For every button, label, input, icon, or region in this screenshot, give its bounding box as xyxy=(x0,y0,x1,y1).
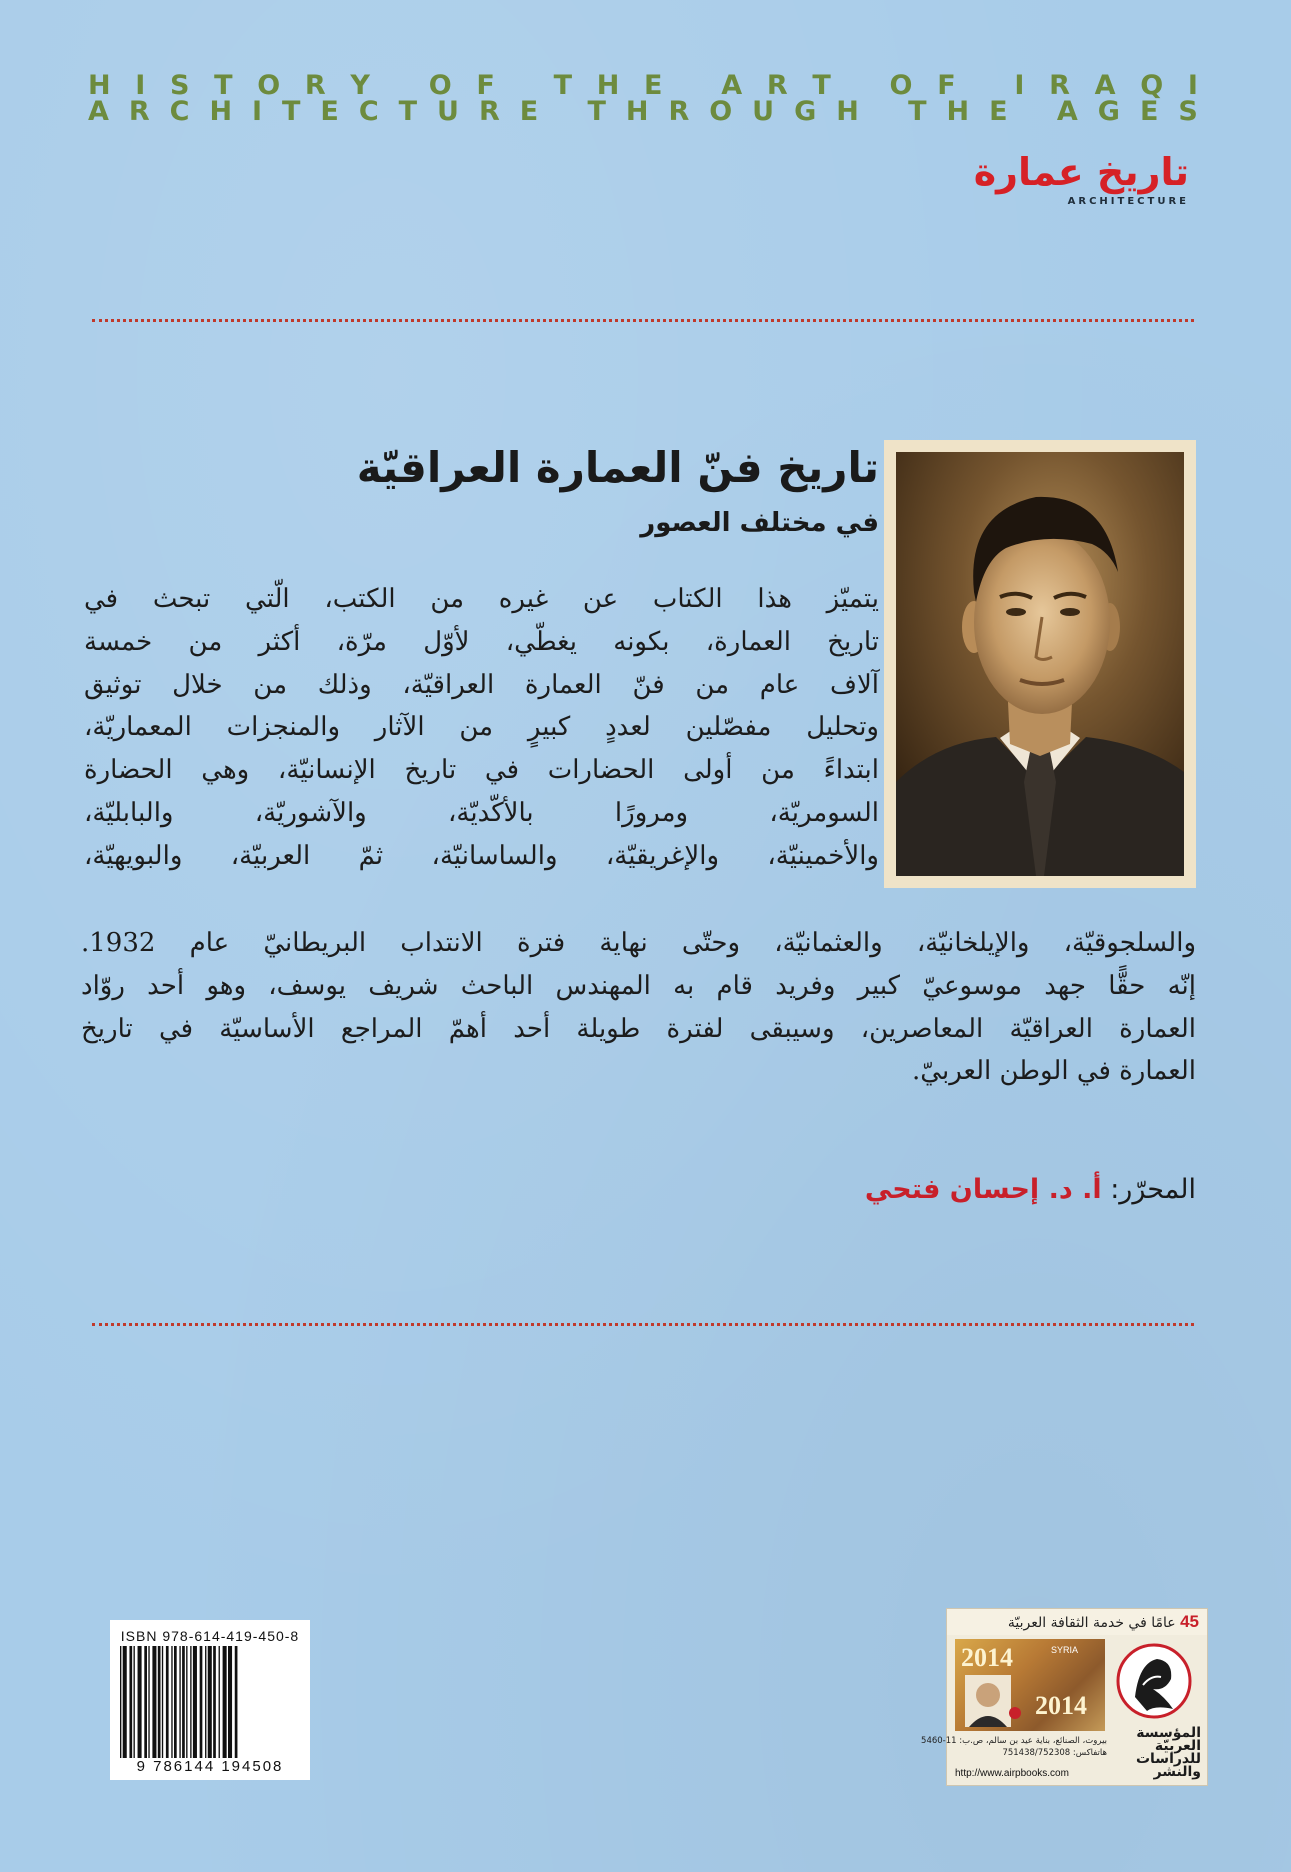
title-letter: I xyxy=(1014,70,1025,101)
barcode-bar xyxy=(235,1646,238,1758)
description-paragraph-2 xyxy=(81,922,1196,1093)
paragraph-line: والسلجوقيّة، والإيلخانيّة، والعثمانيّة، وحتّى نهاية فترة الانتداب البريطانيّ عام 1932. xyxy=(81,928,1196,958)
publisher-address xyxy=(921,1735,1107,1759)
paragraph-line: يتميّز هذا الكتاب عن غيره من الكتب، الّتي تبحث في xyxy=(84,584,879,614)
paragraph-line: العمارة في الوطن العربيّ. xyxy=(912,1056,1196,1087)
title-letter: E xyxy=(519,96,539,127)
title-letter: H xyxy=(209,96,233,127)
barcode-digits: 9 786144 194508 xyxy=(136,1758,284,1775)
title-letter: R xyxy=(668,96,690,127)
barcode-bar xyxy=(179,1646,180,1758)
stamp-year-left: 2014 xyxy=(961,1643,1013,1672)
title-letter: A xyxy=(1056,96,1078,127)
divider-bottom xyxy=(92,1323,1194,1326)
anniversary-banner xyxy=(947,1609,1207,1635)
series-logo-subtitle: ARCHITECTURE xyxy=(1067,196,1189,207)
barcode-bar xyxy=(208,1646,212,1758)
series-logo xyxy=(973,150,1189,214)
title-letter: H xyxy=(625,96,649,127)
title-letter: S xyxy=(170,70,190,101)
title-letter: E xyxy=(989,96,1008,127)
title-letter: G xyxy=(794,96,817,127)
title-letter: A xyxy=(721,70,743,101)
title-letter: T xyxy=(282,96,301,127)
title-letter: A xyxy=(88,96,109,127)
barcode-bar xyxy=(205,1646,206,1758)
title-letter: T xyxy=(908,96,927,127)
barcode-bar xyxy=(152,1646,156,1758)
description-paragraph-1 xyxy=(84,578,879,878)
title-letter: S xyxy=(1178,96,1198,127)
title-letter xyxy=(1028,96,1037,127)
author-portrait xyxy=(884,440,1196,888)
barcode-bar xyxy=(148,1646,149,1758)
paragraph-line: وتحليل مفصّلين لعددٍ كبيرٍ من الآثار والمنجزات المعماريّة، xyxy=(84,712,879,743)
book-title-arabic: تاريخ فنّ العمارة العراقيّة xyxy=(356,443,879,492)
series-logo-arabic: تاريخ عمارة xyxy=(973,150,1189,194)
title-letter: I xyxy=(135,70,146,101)
publisher-url: http://www.airpbooks.com xyxy=(955,1768,1069,1779)
publisher-name-line: العربيّة xyxy=(1154,1738,1201,1754)
publisher-imprint xyxy=(921,1608,1208,1786)
title-letter: Q xyxy=(1140,70,1164,101)
barcode-bar xyxy=(162,1646,163,1758)
title-letter: T xyxy=(812,70,831,101)
barcode-bar xyxy=(228,1646,232,1758)
title-letter: T xyxy=(553,70,573,101)
title-letter: E xyxy=(320,96,339,127)
title-letter: O xyxy=(889,70,913,101)
paragraph-line: ابتداءً من أولى الحضارات في تاريخ الإنسانيّة، وهي الحضارة xyxy=(84,755,879,786)
title-letter: H xyxy=(596,70,620,101)
divider-top xyxy=(92,319,1194,322)
editor-label: المحرّر: xyxy=(1110,1174,1196,1205)
title-letter: A xyxy=(1094,70,1116,101)
title-letter: R xyxy=(478,96,500,127)
isbn-text: ISBN 978-614-419-450-8 xyxy=(120,1628,300,1644)
title-letter: R xyxy=(128,96,150,127)
barcode-bar xyxy=(171,1646,172,1758)
title-letter: E xyxy=(644,70,663,101)
title-letter xyxy=(558,96,567,127)
publisher-name xyxy=(1107,1727,1201,1779)
barcode-bar xyxy=(123,1646,127,1758)
title-letter: H xyxy=(836,96,859,127)
paragraph-line: السومريّة، ومرورًا بالأكّديّة، والآشوريّة، والبابليّة، xyxy=(84,797,879,828)
barcode-bar xyxy=(174,1646,177,1758)
barcode-bar xyxy=(190,1646,191,1758)
publisher-name-line: والنشر xyxy=(1153,1764,1201,1780)
english-title-line-2 xyxy=(88,96,1198,127)
barcode-bar xyxy=(120,1646,121,1758)
title-letter: O xyxy=(428,70,452,101)
title-letter: R xyxy=(1049,70,1070,101)
barcode-bars xyxy=(116,1646,304,1758)
title-letter: T xyxy=(214,70,233,101)
barcode-bar xyxy=(134,1646,135,1758)
paragraph-line: تاريخ العمارة، بكونه يغطّي، لأوّل مرّة، أكثر من خمسة xyxy=(84,626,879,657)
title-letter: G xyxy=(1097,96,1120,127)
editor-credit xyxy=(865,1174,1196,1205)
title-letter xyxy=(879,96,888,127)
title-letter: R xyxy=(304,70,326,101)
barcode-bar xyxy=(158,1646,161,1758)
barcode-bar xyxy=(182,1646,185,1758)
title-letter: H xyxy=(946,96,970,127)
title-letter: O xyxy=(709,96,733,127)
barcode-bar xyxy=(144,1646,147,1758)
book-subtitle-arabic: في مختلف العصور xyxy=(640,508,879,538)
anniversary-number: 45 xyxy=(1180,1612,1199,1631)
title-letter: O xyxy=(257,70,281,101)
title-letter: F xyxy=(937,70,956,101)
barcode-bar xyxy=(166,1646,169,1758)
barcode-bar xyxy=(193,1646,197,1758)
paragraph-line: آلاف عام من فنّ العمارة العراقيّة، وذلك من خلال توثيق xyxy=(84,669,879,700)
publisher-name-line: المؤسسة xyxy=(1136,1725,1201,1741)
title-letter: C xyxy=(358,96,379,127)
address-line: بيروت، الصنائع، بناية عيد بن سالم، ص.ب: 11-5460 xyxy=(921,1736,1107,1746)
publisher-name-line: للدراسات xyxy=(1135,1751,1201,1767)
barcode-bar xyxy=(223,1646,227,1758)
barcode-bar xyxy=(186,1646,187,1758)
barcode-bar xyxy=(129,1646,132,1758)
stamp-portrait-icon xyxy=(955,1639,1105,1731)
address-line: هاتفاكس: 751438/752308 xyxy=(1002,1748,1107,1758)
title-letter: C xyxy=(169,96,190,127)
title-letter: F xyxy=(476,70,495,101)
postage-stamp-image xyxy=(955,1639,1105,1731)
stamp-country: SYRIA xyxy=(1051,1645,1079,1655)
title-letter: T xyxy=(398,96,418,127)
title-letter: H xyxy=(88,70,111,101)
stamp-year-right: 2014 xyxy=(1035,1691,1087,1720)
title-letter: U xyxy=(437,96,459,127)
title-letter: R xyxy=(766,70,788,101)
editor-name: أ. د. إحسان فتحي xyxy=(864,1174,1102,1205)
paragraph-line: إنّه حقًّا جهد موسوعيّ كبير وفريد قام به المهندس الباحث شريف يوسف، وهو أحد روّاد xyxy=(81,970,1196,1001)
paragraph-line: العمارة العراقيّة المعاصرين، وسيبقى لفترة طويلة أحد أهمّ المراجع الأساسيّة في تاريخ xyxy=(81,1013,1196,1044)
portrait-illustration xyxy=(896,452,1184,876)
title-letter: E xyxy=(1139,96,1159,127)
title-letter: Y xyxy=(350,70,370,101)
paragraph-line: والأخمينيّة، والإغريقيّة، والساسانيّة، ثمّ العربيّة، والبويهيّة، xyxy=(84,840,879,871)
barcode-bar xyxy=(200,1646,203,1758)
anniversary-text: عامًا في خدمة الثقافة العربيّة xyxy=(1007,1615,1176,1631)
isbn-barcode xyxy=(110,1620,310,1780)
barcode-bar xyxy=(213,1646,216,1758)
publisher-logo-icon xyxy=(1107,1639,1201,1737)
title-letter: I xyxy=(1187,70,1198,101)
portrait-image xyxy=(896,452,1184,876)
barcode-bar xyxy=(219,1646,220,1758)
barcode-bar xyxy=(138,1646,142,1758)
title-letter: U xyxy=(752,96,775,127)
title-letter: T xyxy=(587,96,606,127)
title-letter: I xyxy=(252,96,263,127)
